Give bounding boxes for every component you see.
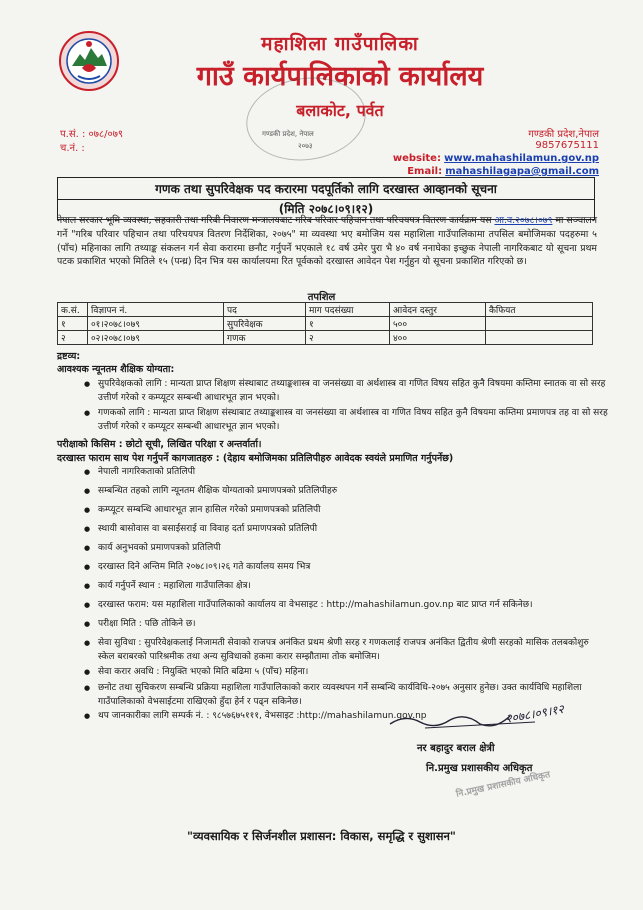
cell: ०१।२०७८।०७९	[88, 317, 224, 331]
email-label: Email:	[407, 166, 443, 177]
office-title: गाउँ कार्यपालिकाको कार्यालय	[196, 61, 484, 92]
list-item: ● गणकको लागि : मान्यता प्राप्त शिक्षण संस्थाबाट तथ्याङ्कशास्त्र वा जनसंख्या वा अर्थशास्त्र वा गणित विषय सहित कुनै विषयमा कम्तिमा प्रमाणपत्र तह वा सो सरह उत्तीर्ण गरेको र कम्प्यूटर सम्बन्धी आधारभूत ज्ञान भएको।	[84, 407, 608, 434]
signatory-stamp: नि.प्रमुख प्रशासकीय अधिकृत	[455, 770, 552, 800]
cell: २	[306, 331, 390, 345]
col-header-sn: क.सं.	[58, 303, 88, 317]
website-label: website:	[392, 153, 441, 164]
cell: ४००	[390, 331, 486, 345]
email-link[interactable]: mahashilagapa@gmail.com	[445, 166, 599, 177]
col-header-post: पद	[224, 303, 306, 317]
notice-body-part2: मा सञ्चालन गर्ने "गरिब परिवार पहिचान तथा परिचयपत्र वितरण निर्देशिका, २०७५" मा व्यवस्था भए बमोजिम यस महाशिला गाउँपालिकामा तपसिल बमोजिमका पदहरुमा ५ (पाँच) महिनाका लागि तथ्याङ्क संकलन गर्न सेवा करारमा छनौट गर्नुपर्ने भएकाले १८ वर्ष उमेर पुरा भै ४० वर्ष ननाघेका इच्छुक नेपाली नागरिकबाट यो सूचना प्रथम पटक प्रकाशित भएको मितिले १५ (पन्ध्र) दिन भित्र यस कार्यालयमा रित पूर्वकको दरखास्त आवेदन पेश गर्नुहुन यो सूचना प्रकाशित गरिएको छ।	[57, 215, 598, 268]
col-header-ad-no: विज्ञापन नं.	[88, 303, 224, 317]
notice-date: (मिति २०७८।०९।१२)	[58, 199, 594, 217]
footer-motto: "व्यवसायिक र सिर्जनशील प्रशासन: विकास, समृद्धि र सुशासन"	[187, 829, 456, 843]
cell: ५००	[390, 317, 486, 331]
list-item: ● कार्य अनुभवको प्रमाणपत्रको प्रतिलिपी	[84, 542, 608, 556]
list-item: ● दरखास्त दिने अन्तिम मिति २०७८।०९।२६ गते कार्यालय समय भित्र	[84, 561, 608, 575]
col-header-fee: आवेदन दस्तुर	[390, 303, 486, 317]
seal-text-province: गण्डकी प्रदेश, नेपाल	[262, 130, 314, 138]
email-line	[407, 166, 599, 177]
table-header-row	[58, 303, 593, 317]
list-item: ● परीक्षा मिति : पछि तोकिने छ।	[84, 618, 608, 632]
list-item: ● दरखास्त फराम: यस महाशिला गाउँपालिकाको कार्यालय वा वेभसाइट : http://mahashilamun.gov.np बाट प्राप्त गर्न सकिनेछ।	[84, 599, 608, 613]
qualification-heading: आवश्यक न्यूनतम शैक्षिक योग्यता:	[57, 364, 175, 375]
signatory-name: नर बहादुर बराल क्षेत्री	[417, 743, 495, 754]
cell: ०२।२०७८।०७९	[88, 331, 224, 345]
cell: १	[58, 317, 88, 331]
exam-type-line: परीक्षाको किसिम : छोटो सूची, लिखित परिक्षा र अन्तर्वार्ता।	[57, 439, 262, 450]
table-row	[58, 331, 593, 345]
cell	[486, 317, 593, 331]
notice-body-part1: नेपाल सरकार भूमि व्यवस्था, सहकारी तथा गरिबी निवारण मन्त्रालयबाट गरिब परिवार पहिचान तथा परिचयपत्र वितरण कार्यक्रम यस	[57, 215, 495, 226]
phone-number: 9857675111	[535, 140, 599, 151]
list-item: ● सेवा करार अवधि : नियुक्ति भएको मिति बढिमा ५ (पाँच) महिना।	[84, 666, 608, 680]
fiscal-year-highlight: आ.व.२०७८।०७९	[494, 215, 553, 226]
municipality-name: महाशिला गाउँपालिका	[261, 33, 419, 55]
website-link[interactable]: www.mahashilamun.gov.np	[444, 153, 599, 164]
notice-body	[57, 214, 597, 269]
list-item: ● नेपाली नागरिकताको प्रतिलिपी	[84, 466, 608, 480]
col-header-remarks: कैफियत	[486, 303, 593, 317]
notice-title: गणक तथा सुपरिवेक्षक पद करारमा पदपूर्तिको लागि दरखास्त आव्हानको सूचना	[155, 182, 497, 196]
nepal-emblem-logo	[58, 30, 120, 92]
table-caption: तपशिल	[307, 292, 336, 303]
cell: २	[58, 331, 88, 345]
list-item: ● स्थायी बासोवास वा बसाईसराई वा विवाह दर्ता प्रमाणपत्रको प्रतिलिपी	[84, 523, 608, 537]
dispatch-number: च.नं. :	[60, 143, 85, 154]
col-header-count: माग पदसंख्या	[306, 303, 390, 317]
cell: सुपरिवेक्षक	[224, 317, 306, 331]
reference-number: प.सं. : ०७८/०७९	[60, 129, 124, 140]
signature-date: २०७८।०९।१२	[504, 701, 565, 727]
vacancy-table	[57, 302, 593, 345]
cell	[486, 331, 593, 345]
signatory-post: नि.प्रमुख प्रशासकीय अधिकृत	[426, 763, 533, 774]
list-item: ● थप जानकारीका लागि सम्पर्क नं. : ९८५७६७५१११, वेभसाइट :http://mahashilamun.gov.np	[84, 710, 428, 724]
list-item: ● कम्प्यूटर सम्बन्धि आधारभूत ज्ञान हासिल गरेको प्रमाणपत्रको प्रतिलिपी	[84, 504, 608, 518]
province-label: गण्डकी प्रदेश,नेपाल	[528, 129, 599, 140]
list-item: ● सम्बन्धित तहको लागि न्यूनतम शैक्षिक योग्यताको प्रमाणपत्रको प्रतिलिपीहरु	[84, 485, 608, 499]
list-item: ● कार्य गर्नुपर्ने स्थान : महाशिला गाउँपालिका क्षेत्र।	[84, 580, 608, 594]
list-item: ● सेवा सुविधा : सुपरिवेक्षकलाई निजामती सेवाको राजपत्र अनंकित प्रथम श्रेणी सरह र गणकलाई राजपत्र अनंकित द्वितीय श्रेणी सरहको मासिक तलबकोशुरु स्केल बराबरको पारिश्रमीक तथा अन्य सुविधाको हकमा करार सम्झौतामा तोक बमोजिम।	[84, 637, 608, 664]
list-item: ● सुपरिवेक्षकको लागि : मान्यता प्राप्त शिक्षण संस्थाबाट तथ्याङ्कशास्त्र वा जनसंख्या वा अर्थशास्त्र वा गणित विषय सहित कुनै विषयमा कम्तिमा स्नातक वा सो सरह उत्तीर्ण गरेको र कम्प्यूटर सम्बन्धी आधारभूत ज्ञान भएको।	[84, 378, 608, 405]
office-location: बलाकोट, पर्वत	[296, 101, 384, 120]
seal-text-year: २०७३	[298, 142, 313, 150]
table-row	[58, 317, 593, 331]
cell: गणक	[224, 331, 306, 345]
list-item: ● छनोट तथा सुचिकरण सम्बन्धि प्रक्रिया महाशिला गाउँपालिकाको करार व्यवस्थपन गर्ने सम्बन्धि कार्यविधि-२०७५ अनुसार हुनेछ। उक्त कार्यविधि महाशिला गाउँपालिकाको वेभसाईटमा राखिएको हुँदा हेर्न र पढ्न सकिनेछ।	[84, 682, 608, 709]
documents-heading: दरखास्त फाराम साथ पेश गर्नुपर्ने कागजातहरु : (देहाय बमोजिमका प्रतिलिपीहरु आवेदक स्वयंले प्रमाणित गर्नुपर्नेछ)	[57, 453, 454, 464]
cell: १	[306, 317, 390, 331]
note-heading: द्रष्टव्य:	[57, 351, 81, 362]
website-line	[393, 153, 599, 164]
